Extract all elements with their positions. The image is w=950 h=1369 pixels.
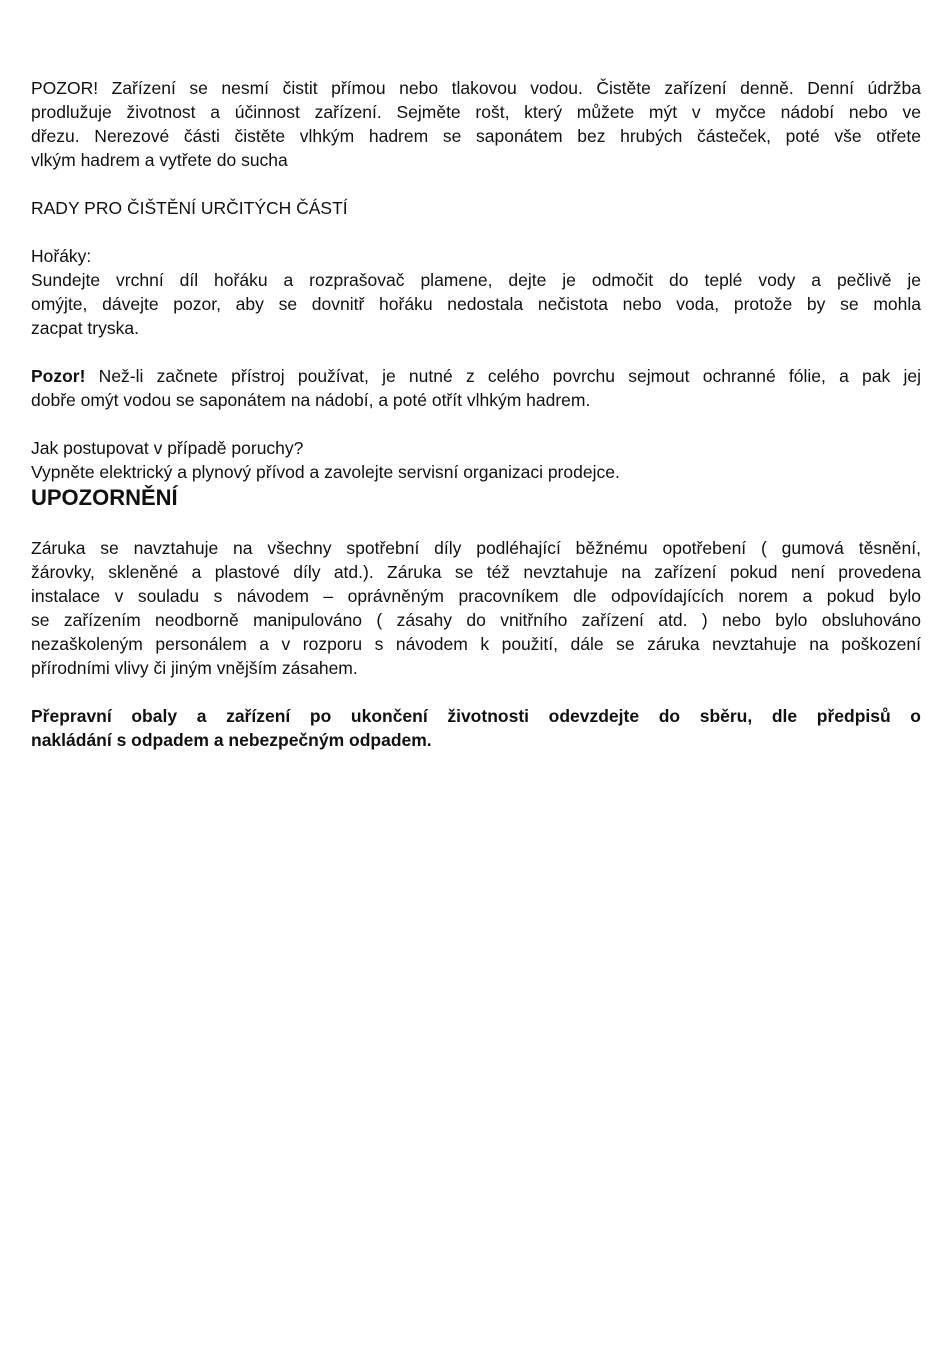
intro-line-2: prodlužuje životnost a účinnost zařízení. Sejměte rošt, který můžete mýt v myčce nádobí nebo ve — [31, 102, 921, 122]
tips-heading: RADY PRO ČIŠTĚNÍ URČITÝCH ČÁSTÍ — [31, 198, 348, 218]
disposal-line-1: Přepravní obaly a zařízení po ukončení životnosti odevzdejte do sběru, dle předpisů o — [31, 706, 921, 726]
disposal-line-2: nakládání s odpadem a nebezpečným odpadem. — [31, 730, 432, 750]
warranty-line-1: Záruka se navztahuje na všechny spotřební díly podléhající běžnému opotřebení ( gumová těsnění, — [31, 538, 921, 558]
disposal-paragraph — [31, 704, 921, 752]
warning-paragraph — [31, 364, 921, 412]
document-page — [31, 76, 921, 752]
warning-line-2: dobře omýt vodou se saponátem na nádobí, a poté otřít vlhkým hadrem. — [31, 390, 591, 410]
fault-answer: Vypněte elektrický a plynový přívod a zavolejte servisní organizaci prodejce. — [31, 462, 620, 482]
burners-line-3: zacpat tryska. — [31, 318, 139, 338]
burners-paragraph — [31, 244, 921, 340]
spacer — [31, 172, 921, 196]
warning-bold-label: Pozor! — [31, 366, 86, 386]
fault-question: Jak postupovat v případě poruchy? — [31, 438, 304, 458]
warning-line-1 — [31, 364, 921, 388]
spacer — [31, 512, 921, 536]
warranty-paragraph — [31, 536, 921, 680]
intro-line-4: vlkým hadrem a vytřete do sucha — [31, 150, 288, 170]
fault-paragraph — [31, 436, 921, 484]
warranty-line-6: přírodními vlivy či jiným vnějším zásahem. — [31, 658, 358, 678]
spacer — [31, 340, 921, 364]
warranty-line-5: nezaškoleným personálem a v rozporu s návodem k použití, dále se záruka nevztahuje na poškození — [31, 634, 921, 654]
spacer — [31, 220, 921, 244]
cleaning-intro-paragraph — [31, 76, 921, 172]
warranty-line-2: žárovky, skleněné a plastové díly atd.). Záruka se též nevztahuje na zařízení pokud není provedena — [31, 562, 921, 582]
spacer — [31, 680, 921, 704]
spacer — [31, 412, 921, 436]
intro-line-3: dřezu. Nerezové části čistěte vlhkým hadrem se saponátem bez hrubých částeček, poté vše otřete — [31, 126, 921, 146]
burners-line-2: omýjte, dávejte pozor, aby se dovnitř hořáku nedostala nečistota nebo voda, protože by se mohla — [31, 294, 921, 314]
intro-line-1: POZOR! Zařízení se nesmí čistit přímou nebo tlakovou vodou. Čistěte zařízení denně. Denní údržba — [31, 78, 921, 98]
burners-label: Hořáky: — [31, 246, 92, 266]
notice-heading: UPOZORNĚNÍ — [31, 485, 178, 510]
warning-line-1-rest: Než-li začnete přístroj používat, je nutné z celého povrchu sejmout ochranné fólie, a pak jej — [85, 366, 921, 386]
warranty-line-4: se zařízením neodborně manipulováno ( zásahy do vnitřního zařízení atd. ) nebo bylo obsluhováno — [31, 610, 921, 630]
warranty-line-3: instalace v souladu s návodem – oprávněným pracovníkem dle odpovídajících norem a pokud bylo — [31, 586, 921, 606]
burners-line-1: Sundejte vrchní díl hořáku a rozprašovač plamene, dejte je odmočit do teplé vody a pečlivě je — [31, 270, 921, 290]
